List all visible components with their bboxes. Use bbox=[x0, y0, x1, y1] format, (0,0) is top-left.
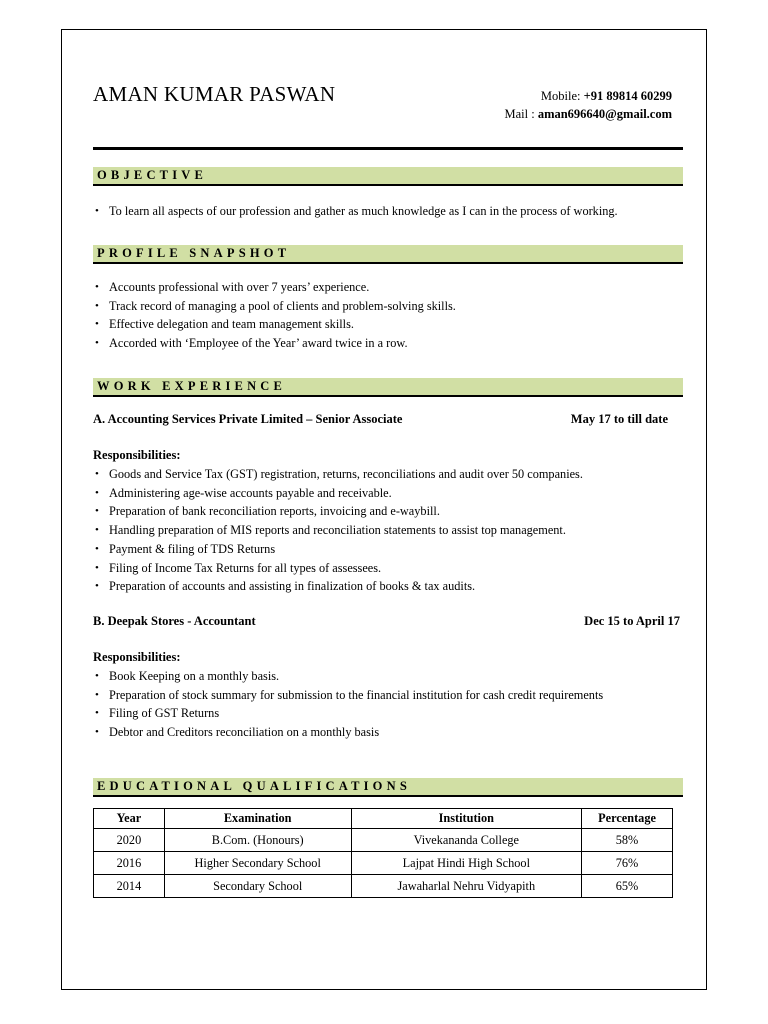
responsibilities-label: Responsibilities: bbox=[93, 650, 181, 664]
section-title: WORK EXPERIENCE bbox=[97, 379, 287, 393]
table-row bbox=[94, 875, 673, 898]
list-item: • Filing of GST Returns bbox=[93, 704, 603, 723]
mobile-number: +91 89814 60299 bbox=[583, 89, 672, 103]
cell-year: 2016 bbox=[94, 852, 165, 875]
mail-address: aman696640@gmail.com bbox=[537, 107, 672, 121]
objective-list bbox=[93, 202, 618, 221]
cell-examination: B.Com. (Honours) bbox=[164, 829, 351, 852]
profile-list bbox=[93, 278, 456, 353]
table-row bbox=[94, 852, 673, 875]
job-dates: Dec 15 to April 17 bbox=[584, 614, 680, 628]
job-heading bbox=[93, 614, 683, 629]
column-header-examination: Examination bbox=[164, 809, 351, 829]
table-row bbox=[94, 829, 673, 852]
list-item: • Administering age-wise accounts payable and receivable. bbox=[93, 484, 583, 503]
section-objective bbox=[93, 167, 683, 186]
list-item: • Accounts professional with over 7 years’ experience. bbox=[93, 278, 456, 297]
section-title: OBJECTIVE bbox=[97, 168, 208, 182]
responsibilities-label: Responsibilities: bbox=[93, 448, 181, 462]
column-header-year: Year bbox=[94, 809, 165, 829]
column-header-percentage: Percentage bbox=[582, 809, 673, 829]
list-item: • Preparation of stock summary for submission to the financial institution for cash credit requirements bbox=[93, 686, 603, 705]
section-profile-snapshot bbox=[93, 245, 683, 264]
section-educational-qualifications bbox=[93, 778, 683, 797]
job-title: A. Accounting Services Private Limited – Senior Associate bbox=[93, 412, 403, 426]
job-title: B. Deepak Stores - Accountant bbox=[93, 614, 256, 628]
header-divider bbox=[93, 147, 683, 150]
list-item: • Goods and Service Tax (GST) registration, returns, reconciliations and audit over 50 companies. bbox=[93, 465, 583, 484]
candidate-name: AMAN KUMAR PASWAN bbox=[93, 82, 336, 106]
job-dates: May 17 to till date bbox=[570, 412, 668, 426]
education-table bbox=[93, 808, 673, 898]
cell-year: 2020 bbox=[94, 829, 165, 852]
list-item: • Book Keeping on a monthly basis. bbox=[93, 667, 603, 686]
cell-institution: Lajpat Hindi High School bbox=[351, 852, 582, 875]
mail-label: Mail : bbox=[504, 107, 538, 121]
cell-institution: Vivekananda College bbox=[351, 829, 582, 852]
section-title: PROFILE SNAPSHOT bbox=[97, 246, 291, 260]
mobile-label: Mobile: bbox=[540, 89, 584, 103]
section-work-experience bbox=[93, 378, 683, 397]
cell-examination: Higher Secondary School bbox=[164, 852, 351, 875]
list-item: • Handling preparation of MIS reports and reconciliation statements to assist top management. bbox=[93, 521, 583, 540]
cell-percentage: 76% bbox=[582, 852, 673, 875]
cell-examination: Secondary School bbox=[164, 875, 351, 898]
column-header-institution: Institution bbox=[351, 809, 582, 829]
responsibilities-list bbox=[93, 465, 583, 596]
mobile-line bbox=[504, 87, 672, 105]
list-item: • Filing of Income Tax Returns for all types of assessees. bbox=[93, 559, 583, 578]
list-item: • Preparation of bank reconciliation reports, invoicing and e-waybill. bbox=[93, 502, 583, 521]
list-item: • To learn all aspects of our profession and gather as much knowledge as I can in the process of working. bbox=[93, 202, 618, 221]
section-title: EDUCATIONAL QUALIFICATIONS bbox=[97, 779, 411, 793]
list-item: • Debtor and Creditors reconciliation on a monthly basis bbox=[93, 723, 603, 742]
cell-year: 2014 bbox=[94, 875, 165, 898]
mail-line bbox=[504, 105, 672, 123]
job-heading bbox=[93, 412, 683, 427]
list-item: • Accorded with ‘Employee of the Year’ award twice in a row. bbox=[93, 334, 456, 353]
list-item: • Track record of managing a pool of clients and problem-solving skills. bbox=[93, 297, 456, 316]
cell-percentage: 65% bbox=[582, 875, 673, 898]
list-item: • Payment & filing of TDS Returns bbox=[93, 540, 583, 559]
responsibilities-list bbox=[93, 667, 603, 742]
contact-block bbox=[504, 87, 672, 123]
cell-percentage: 58% bbox=[582, 829, 673, 852]
cell-institution: Jawaharlal Nehru Vidyapith bbox=[351, 875, 582, 898]
list-item: • Effective delegation and team management skills. bbox=[93, 315, 456, 334]
list-item: • Preparation of accounts and assisting in finalization of books & tax audits. bbox=[93, 577, 583, 596]
table-header-row bbox=[94, 809, 673, 829]
